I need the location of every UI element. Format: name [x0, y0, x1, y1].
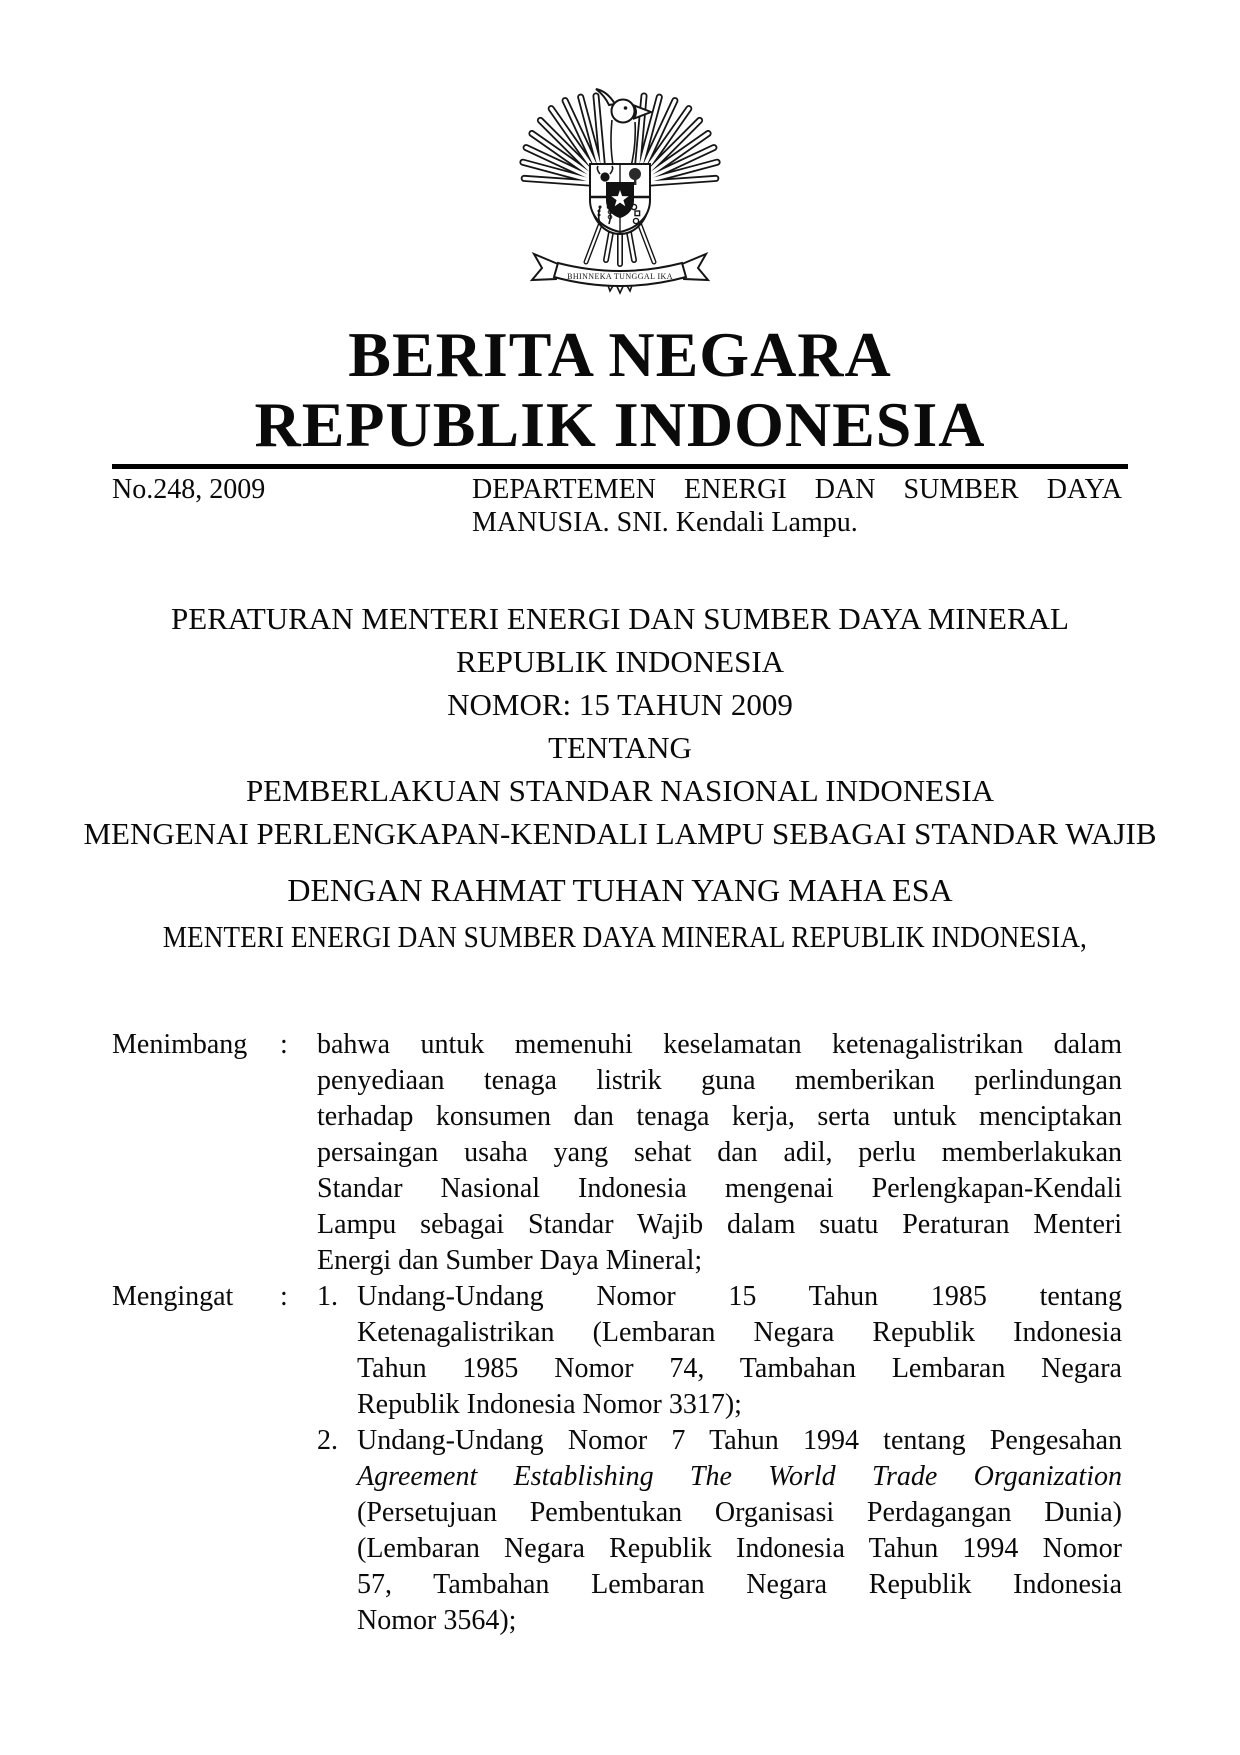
- list-item-line: 57, Tambahan Lembaran Negara Republik Indonesia: [357, 1569, 1122, 1600]
- list-item-line: (Lembaran Negara Republik Indonesia Tahun 1994 Nomor: [357, 1533, 1122, 1564]
- pancasila-shield-icon: [590, 164, 650, 232]
- list-item-line: (Persetujuan Pembentukan Organisasi Perdagangan Dunia): [357, 1497, 1122, 1528]
- clause-label: Mengingat: [112, 1281, 234, 1312]
- regulation-title-line: MENGENAI PERLENGKAPAN-KENDALI LAMPU SEBAGAI STANDAR WAJIB: [83, 816, 1157, 851]
- list-item-number: 1.: [317, 1281, 338, 1312]
- list-item-line: Republik Indonesia Nomor 3317);: [357, 1389, 742, 1420]
- list-item-number: 2.: [317, 1425, 338, 1456]
- garuda-pancasila-emblem: [510, 78, 730, 303]
- ribbon-motto: BHINNEKA TUNGGAL IKA: [567, 272, 673, 281]
- issue-subject: [472, 473, 1122, 539]
- clause-line: terhadap konsumen dan tenaga kerja, serta untuk menciptakan: [317, 1101, 1122, 1132]
- body-block: [112, 1027, 1122, 1639]
- list-item: [317, 1423, 1122, 1639]
- invocation-line2: MENTERI ENERGI DAN SUMBER DAYA MINERAL REPUBLIK INDONESIA,: [162, 919, 1087, 954]
- masthead-line1: BERITA NEGARA: [348, 319, 892, 390]
- clause-line: persaingan usaha yang sehat dan adil, perlu memberlakukan: [317, 1137, 1122, 1168]
- regulation-title-line: TENTANG: [548, 730, 692, 765]
- list-item-line: Undang-Undang Nomor 7 Tahun 1994 tentang Pengesahan: [357, 1425, 1122, 1456]
- invocation-line1: DENGAN RAHMAT TUHAN YANG MAHA ESA: [287, 872, 953, 908]
- regulation-title-line: PEMBERLAKUAN STANDAR NASIONAL INDONESIA: [245, 773, 995, 808]
- issue-subject-line: MANUSIA. SNI. Kendali Lampu.: [472, 507, 858, 538]
- issue-subject-line: DEPARTEMEN ENERGI DAN SUMBER DAYA: [472, 474, 1122, 505]
- list-item-line-italic: Agreement Establishing The World Trade Organization: [357, 1461, 1122, 1492]
- masthead-line2: REPUBLIK INDONESIA: [254, 389, 986, 460]
- clause-content: [317, 1279, 1122, 1639]
- masthead-rule: [112, 464, 1128, 469]
- considering-clause: [112, 1027, 1122, 1279]
- list-item-line: Ketenagalistrikan (Lembaran Negara Republik Indonesia: [357, 1317, 1122, 1348]
- list-item-lines: [357, 1423, 1122, 1639]
- list-item-line: Undang-Undang Nomor 15 Tahun 1985 tentang: [357, 1281, 1122, 1312]
- clause-line: penyediaan tenaga listrik guna memberikan perlindungan: [317, 1065, 1122, 1096]
- clause-colon: :: [280, 1029, 288, 1060]
- gazette-masthead: [0, 320, 1240, 460]
- regulation-title-line: PERATURAN MENTERI ENERGI DAN SUMBER DAYA MINERAL: [171, 601, 1069, 636]
- clause-line: Standar Nasional Indonesia mengenai Perlengkapan-Kendali: [317, 1173, 1122, 1204]
- list-item-line: Nomor 3564);: [357, 1605, 517, 1636]
- regulation-title-line: REPUBLIK INDONESIA: [455, 644, 785, 679]
- clause-line: Lampu sebagai Standar Wajib dalam suatu Peraturan Menteri: [317, 1209, 1122, 1240]
- list-item-line: Tahun 1985 Nomor 74, Tambahan Lembaran Negara: [357, 1353, 1122, 1384]
- clause-colon: :: [280, 1281, 288, 1312]
- clause-content: [317, 1027, 1122, 1279]
- clause-label: Menimbang: [112, 1029, 248, 1060]
- recalling-clause: [112, 1279, 1122, 1639]
- regulation-title-line: NOMOR: 15 TAHUN 2009: [447, 687, 793, 722]
- clause-line: Energi dan Sumber Daya Mineral;: [317, 1245, 703, 1276]
- list-item-lines: [357, 1279, 1122, 1423]
- issue-number: No.248, 2009: [112, 474, 266, 505]
- list-item: [317, 1279, 1122, 1423]
- regulation-title: [40, 597, 1200, 855]
- clause-line: bahwa untuk memenuhi keselamatan ketenagalistrikan dalam: [317, 1029, 1122, 1060]
